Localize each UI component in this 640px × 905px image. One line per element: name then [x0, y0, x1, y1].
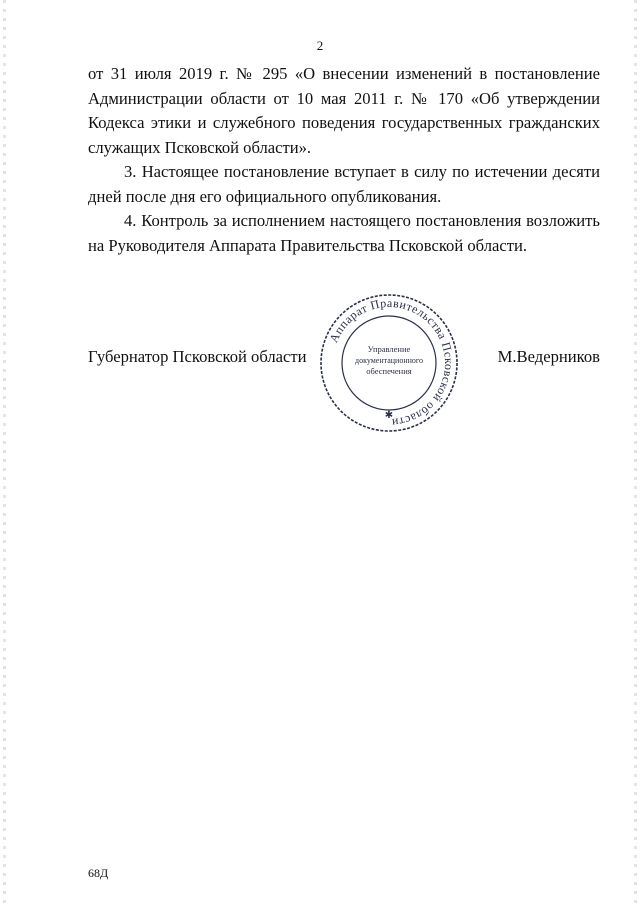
- body-text: [88, 62, 600, 258]
- scan-edge-right: [634, 0, 637, 905]
- seal-outer-text: Аппарат Правительства Псковской области: [326, 295, 457, 431]
- official-seal: [318, 292, 460, 434]
- document-code: 68Д: [88, 866, 109, 880]
- signatory-title: Губернатор Псковской области: [88, 347, 307, 366]
- seal-inner-line-2: документационного: [355, 356, 423, 365]
- paragraph-4: 4. Контроль за исполнением настоящего постановления возложить на Руководителя Аппарата Правительства Псковской области.: [88, 211, 600, 255]
- paragraph-continuation: от 31 июля 2019 г. № 295 «О внесении изменений в постановление Администрации области от 10 мая 2011 г. № 170 «Об утверждении Кодекса этики и служебного поведения государственных гражданских служащих Псковской области».: [88, 64, 600, 157]
- signatory-name: М.Ведерников: [497, 347, 600, 366]
- page-number: 2: [316, 38, 324, 53]
- seal-star-icon: ✱: [384, 410, 394, 421]
- seal-inner-line-1: Управление: [367, 344, 411, 354]
- paragraph-3: 3. Настоящее постановление вступает в силу по истечении десяти дней после дня его официального опубликования.: [88, 162, 600, 206]
- scan-edge-left: [3, 0, 6, 905]
- seal-inner-line-3: обеспечения: [366, 366, 412, 376]
